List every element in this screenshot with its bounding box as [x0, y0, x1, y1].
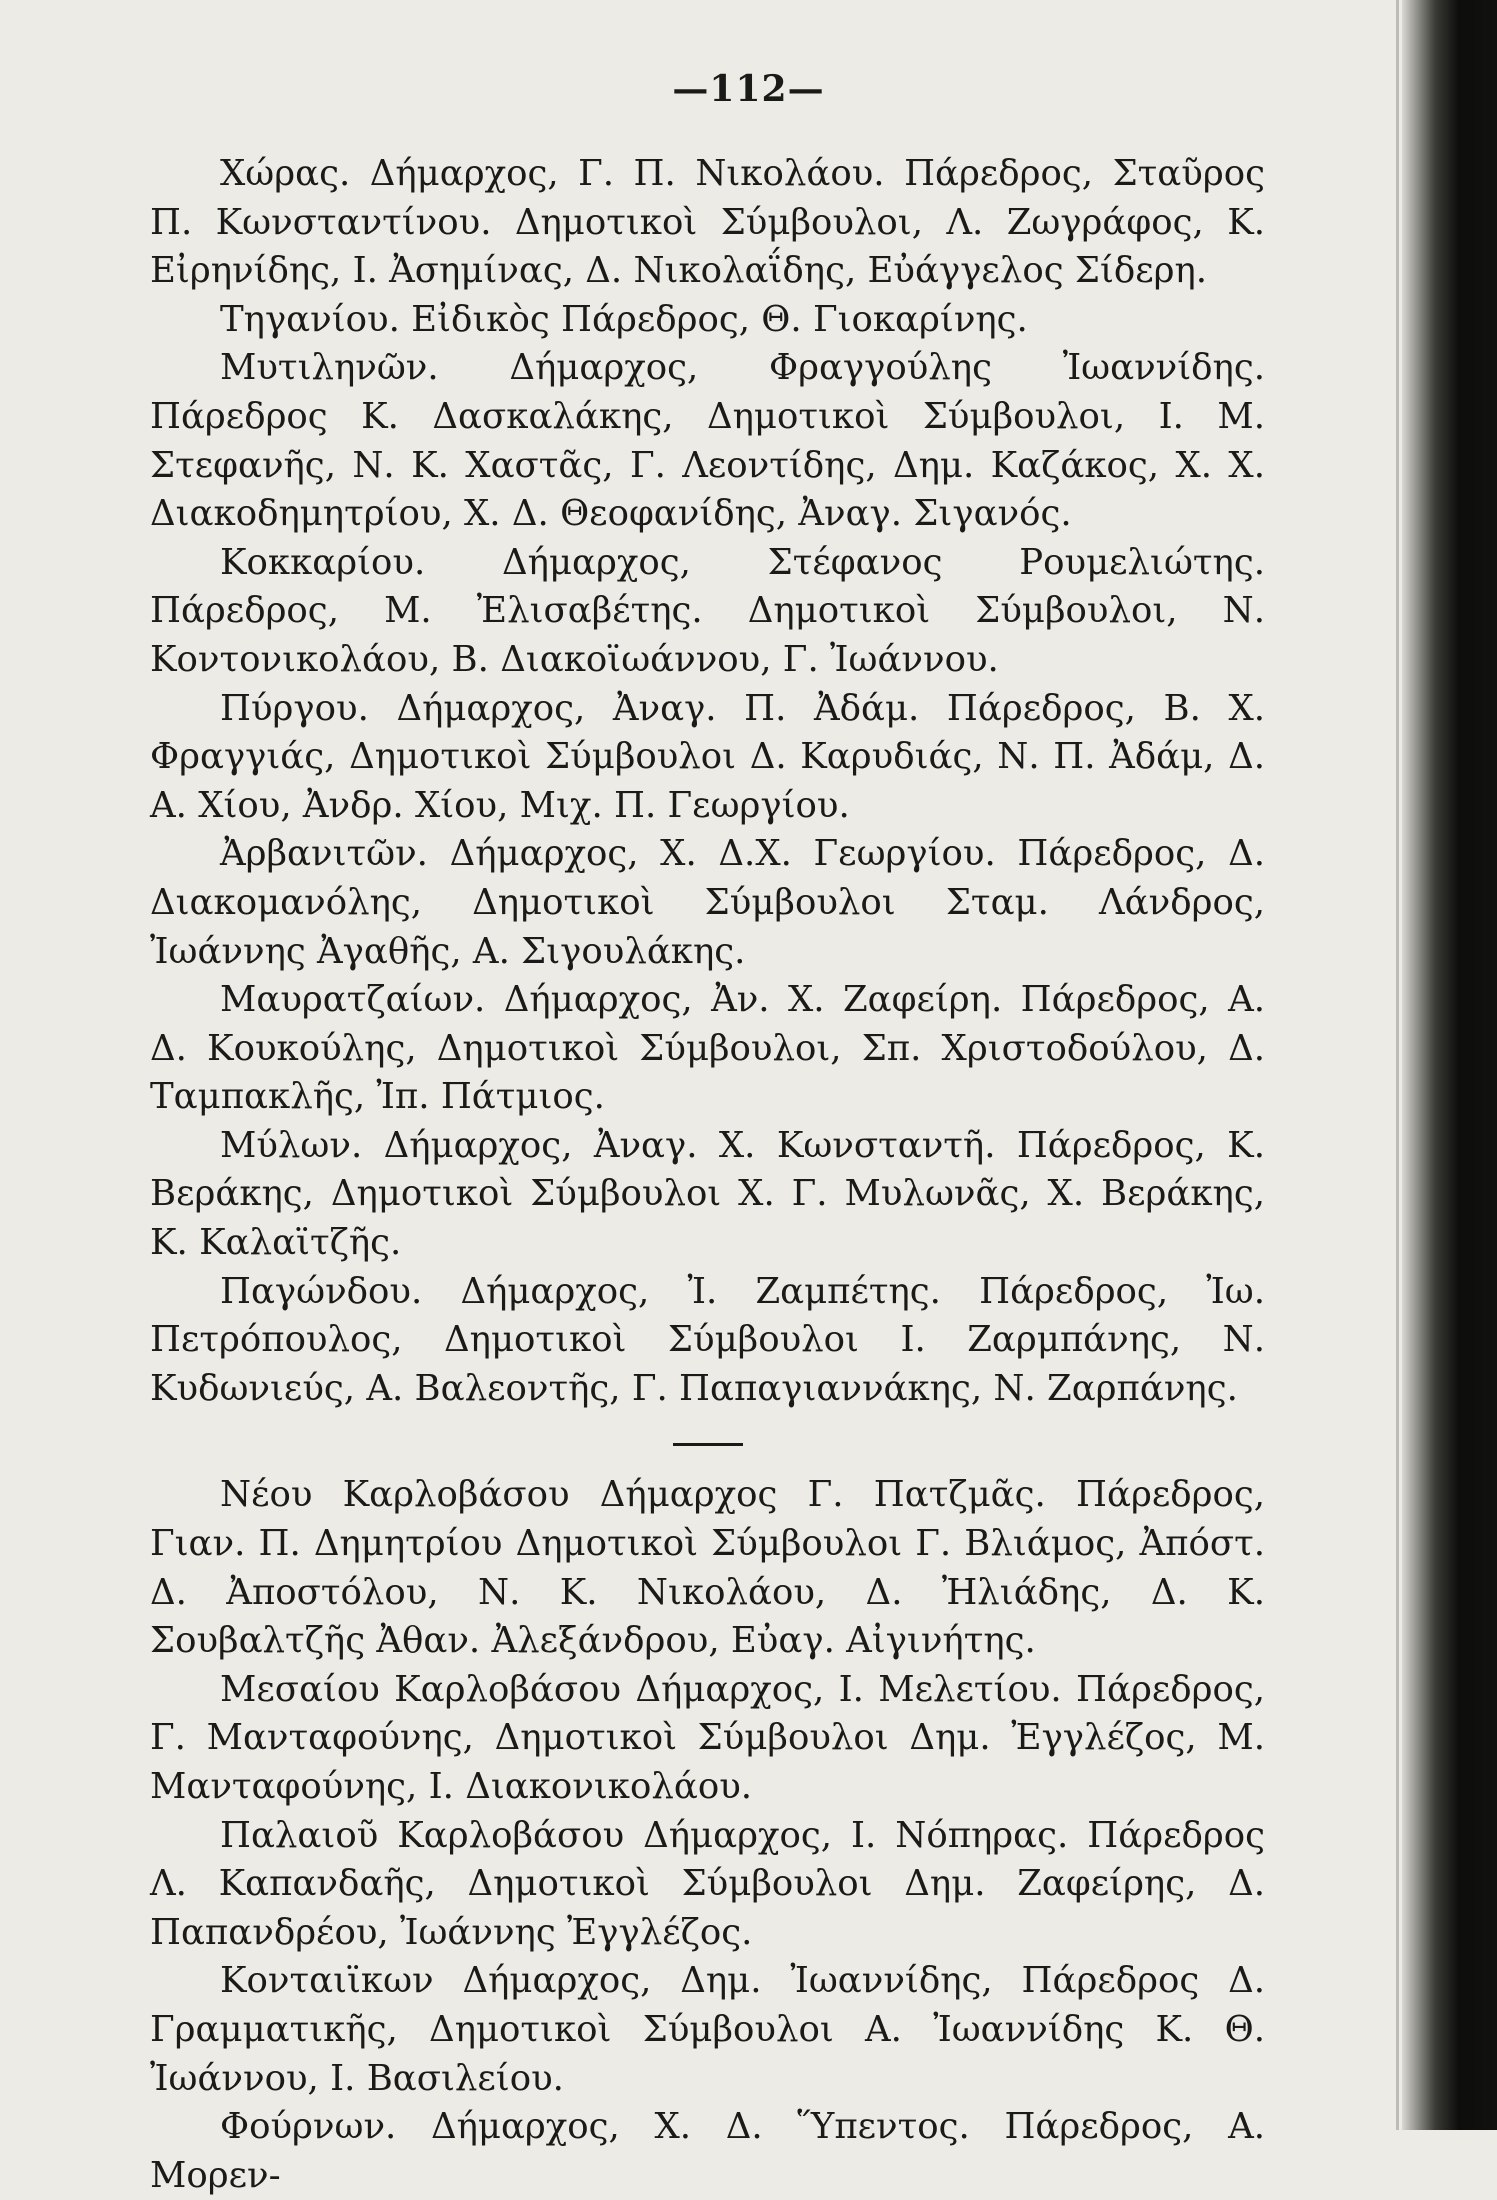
- entry-mesaiou-karlovasou: Μεσαίου Καρλοβάσου Δήμαρχος, Ι. Μελετίου. Πάρεδρος, Γ. Μανταφούνης, Δημοτικοὶ Σύμβουλοι Δημ. Ἐγγλέζος, Μ. Μανταφούνης, Ι. Διακονικολάου.: [150, 1668, 1265, 1807]
- entry-mavratzaion: Μαυρατζαίων. Δήμαρχος, Ἀν. Χ. Ζαφείρη. Πάρεδρος, Α. Δ. Κουκούλης, Δημοτικοὶ Σύμβουλοι, Σπ. Χριστοδούλου, Δ. Ταμπακλῆς, Ἰπ. Πάτμιος.: [150, 979, 1265, 1118]
- entry-fournon: Φούρνων. Δήμαρχος, Χ. Δ. Ὕπεντος. Πάρεδρος, Α. Μορεν-: [150, 2106, 1265, 2196]
- page-number: —112—: [672, 68, 825, 110]
- section-1: [150, 150, 1265, 1413]
- entry-tiganiou: Τηγανίου. Εἰδικὸς Πάρεδρος, Θ. Γιοκαρίνης.: [220, 298, 1028, 340]
- entry-pagondou: Παγώνδου. Δήμαρχος, Ἰ. Ζαμπέτης. Πάρεδρος, Ἰω. Πετρόπουλος, Δημοτικοὶ Σύμβουλοι Ι. Ζαρμπάνης, Ν. Κυδωνιεύς, Α. Βαλεοντῆς, Γ. Παπαγιαννάκης, Ν. Ζαρπάνης.: [150, 1270, 1265, 1409]
- entry-kontaiikon: Κονταιϊκων Δήμαρχος, Δημ. Ἰωαννίδης, Πάρεδρος Δ. Γραμματικῆς, Δημοτικοὶ Σύμβουλοι Α. Ἰωαννίδης Κ. Θ. Ἰωάννου, Ι. Βασιλείου.: [150, 1960, 1265, 2099]
- entry-chora: Χώρας. Δήμαρχος, Γ. Π. Νικολάου. Πάρεδρος, Σταῦρος Π. Κωνσταντίνου. Δημοτικοὶ Σύμβουλοι, Λ. Ζωγράφος, Κ. Εἰρηνίδης, Ι. Ἀσημίνας, Δ. Νικολαΐδης, Εὐάγγελος Σίδερη.: [150, 153, 1265, 292]
- page-edge: [1396, 0, 1399, 2130]
- book-spine-shadow: [1402, 0, 1497, 2130]
- entry-palaiou-karlovasou: Παλαιοῦ Καρλοβάσου Δήμαρχος, Ι. Νόπηρας. Πάρεδρος Λ. Καπανδαῆς, Δημοτικοὶ Σύμβουλοι Δημ. Ζαφείρης, Δ. Παπανδρέου, Ἰωάννης Ἐγγλέζος.: [150, 1814, 1265, 1953]
- entry-mylon: Μύλων. Δήμαρχος, Ἀναγ. Χ. Κωνσταντῆ. Πάρεδρος, Κ. Βεράκης, Δημοτικοὶ Σύμβουλοι Χ. Γ. Μυλωνᾶς, Χ. Βεράκης, Κ. Καλαϊτζῆς.: [150, 1124, 1265, 1264]
- entry-mytilinon: Μυτιληνῶν. Δήμαρχος, Φραγγούλης Ἰωαννίδης. Πάρεδρος Κ. Δασκαλάκης, Δημοτικοὶ Σύμβουλοι, Ι. Μ. Στεφανῆς, Ν. Κ. Χαστᾶς, Γ. Λεοντίδης, Δημ. Καζάκος, Χ. Χ. Διακοδημητρίου, Χ. Δ. Θεοφανίδης, Ἀναγ. Σιγανός.: [150, 347, 1265, 535]
- entry-arvaniton: Ἀρβανιτῶν. Δήμαρχος, Χ. Δ.Χ. Γεωργίου. Πάρεδρος, Δ. Διακομανόλης, Δημοτικοὶ Σύμβουλοι Σταμ. Λάνδρος, Ἰωάννης Ἀγαθῆς, Α. Σιγουλάκης.: [150, 833, 1265, 972]
- entry-kokkariou: Κοκκαρίου. Δήμαρχος, Στέφανος Ρουμελιώτης. Πάρεδρος, Μ. Ἐλισαβέτης. Δημοτικοὶ Σύμβουλοι, Ν. Κοντονικολάου, Β. Διακοϊωάννου, Γ. Ἰωάννου.: [150, 541, 1265, 680]
- entry-pyrgou: Πύργου. Δήμαρχος, Ἀναγ. Π. Ἀδάμ. Πάρεδρος, Β. Χ. Φραγγιάς, Δημοτικοὶ Σύμβουλοι Δ. Καρυδιάς, Ν. Π. Ἀδάμ, Δ. Α. Χίου, Ἀνδρ. Χίου, Μιχ. Π. Γεωργίου.: [150, 687, 1265, 826]
- page-body: [150, 150, 1265, 2200]
- section-2: [150, 1471, 1265, 2200]
- section-divider: [673, 1443, 743, 1446]
- entry-neou-karlovasou: Νέου Καρλοβάσου Δήμαρχος Γ. Πατζμᾶς. Πάρεδρος, Γιαν. Π. Δημητρίου Δημοτικοὶ Σύμβουλοι Γ. Βλιάμος, Ἀπόστ. Δ. Ἀποστόλου, Ν. Κ. Νικολάου, Δ. Ἠλιάδης, Δ. Κ. Σουβαλτζῆς Ἀθαν. Ἀλεξάνδρου, Εὐαγ. Αἰγινήτης.: [150, 1474, 1265, 1662]
